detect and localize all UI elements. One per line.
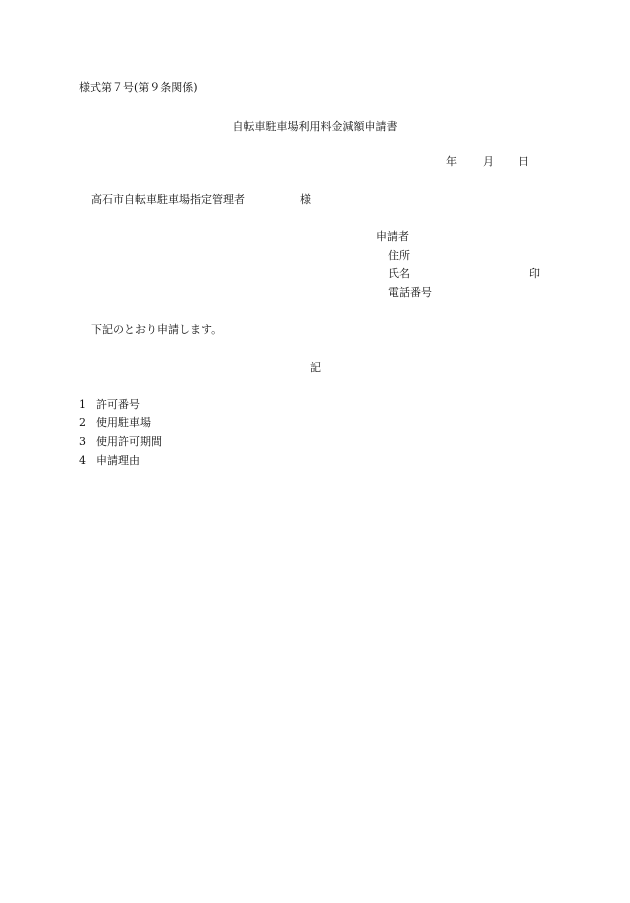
item-label: 使用許可期間 <box>96 435 162 448</box>
item-label: 許可番号 <box>96 398 140 411</box>
address-label: 住所 <box>388 249 410 262</box>
honorific: 様 <box>300 193 311 206</box>
seal-mark: 印 <box>529 267 540 280</box>
list-item-reason <box>79 454 140 468</box>
application-statement: 下記のとおり申請します。 <box>91 323 223 336</box>
item-number: 3 <box>79 435 86 448</box>
list-item-parking-lot <box>79 416 151 430</box>
item-number: 2 <box>79 416 86 429</box>
addressee: 高石市自転車駐車場指定管理者 <box>91 193 245 206</box>
name-label: 氏名 <box>388 267 410 280</box>
ki-heading: 記 <box>310 361 321 374</box>
item-number: 1 <box>79 398 86 411</box>
date-day-label: 日 <box>518 155 529 168</box>
item-label: 申請理由 <box>96 454 140 467</box>
item-number: 4 <box>79 454 86 467</box>
list-item-permit-number <box>79 398 140 412</box>
date-year-label: 年 <box>446 155 457 168</box>
item-label: 使用駐車場 <box>96 416 151 429</box>
date-month-label: 月 <box>483 155 494 168</box>
applicant-label: 申請者 <box>376 230 409 243</box>
document-title: 自転車駐車場利用料金減額申請書 <box>232 120 398 133</box>
list-item-permit-period <box>79 435 162 449</box>
phone-label: 電話番号 <box>388 286 432 299</box>
form-number: 様式第７号(第９条関係) <box>79 81 198 94</box>
